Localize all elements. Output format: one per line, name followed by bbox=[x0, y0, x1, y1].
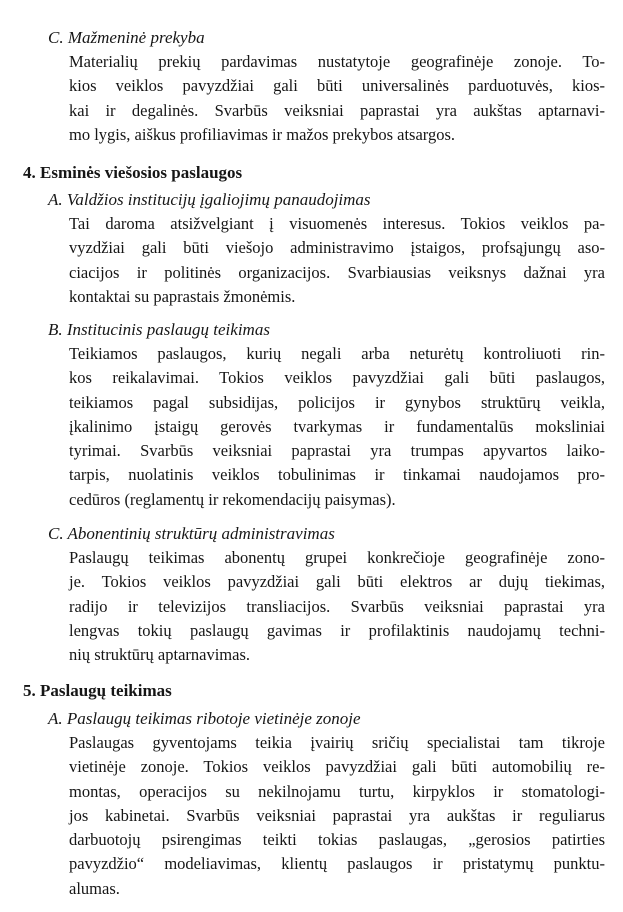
text-line: Materialių prekių pardavimas nustatytoje geografinėje zonoje. To- bbox=[69, 52, 605, 71]
text-line: Paslaugų teikimas abonentų grupei konkrečioje geografinėje zono- bbox=[69, 548, 605, 567]
text-line: alumas. bbox=[69, 878, 120, 898]
text-line: kios veiklos pavyzdžiai gali būti universalinės parduotuvės, kios- bbox=[69, 76, 605, 96]
text-line: ciacijos ir politinės organizacijos. Svarbiausias veiksnys dažnai yra bbox=[69, 262, 605, 282]
paragraph-government-authority bbox=[69, 212, 605, 309]
text-line: tarpis, nuolatinis veiklos tobulinimas ir tinkamai naudojamos pro- bbox=[69, 465, 605, 485]
text-line: lengvas tokių paslaugų gavimas ir profilaktinis naudojamų techni- bbox=[69, 620, 605, 640]
section-heading-service-provision: 5. Paslaugų teikimas bbox=[23, 681, 172, 700]
text-line: kai ir degalinės. Svarbūs veiksniai paprastai yra aukštas aptarnavi- bbox=[69, 100, 605, 120]
text-line: Paslaugas gyventojams teikia įvairių sričių specialistai tam tikroje bbox=[69, 733, 605, 752]
text-line: įkalinimo įstaigų gerovės tvarkymas ir fundamentalūs moksliniai bbox=[69, 416, 605, 436]
section-heading-essential-public-services: 4. Esminės viešosios paslaugos bbox=[23, 163, 243, 182]
text-line: vyzdžiai gali būti viešojo administravimo įstaigos, profsąjungų aso- bbox=[69, 238, 605, 258]
text-line: montas, operacijos su nekilnojamu turtu, kirpyklos ir stomatologi- bbox=[69, 781, 605, 801]
text-line: nių struktūrų aptarnavimas. bbox=[69, 645, 251, 665]
text-line: vietinėje zonoje. Tokios veiklos pavyzdžiai gali būti automobilių re- bbox=[69, 757, 605, 777]
text-line: Tai daroma atsižvelgiant į visuomenės interesus. Tokios veiklos pa- bbox=[69, 214, 605, 233]
text-line: pavyzdžio“ modeliavimas, klientų paslaugos ir pristatymų punktu- bbox=[69, 854, 605, 874]
text-line: teikiamos pagal subsidijas, policijos ir gynybos struktūrų veikla, bbox=[69, 392, 605, 412]
subheading-institutional-services: B. Institucinis paslaugų teikimas bbox=[48, 320, 270, 339]
subheading-subscriber-structures: C. Abonentinių struktūrų administravimas bbox=[48, 524, 335, 543]
text-line: je. Tokios veiklos pavyzdžiai gali būti elektros ar dujų tiekimas, bbox=[69, 572, 605, 592]
text-line: darbuotojų psirengimas teikti tokias paslaugas, „gerosios patirties bbox=[69, 830, 605, 850]
text-line: jos kabinetai. Svarbūs veiksniai paprastai yra aukštas ir reguliarus bbox=[69, 805, 605, 825]
text-line: Teikiamos paslaugos, kurių negali arba neturėtų kontroliuoti rin- bbox=[69, 344, 605, 363]
paragraph-retail-trade bbox=[69, 50, 605, 147]
paragraph-local-zone-services bbox=[69, 731, 605, 901]
text-line: cedūros (reglamentų ir rekomendacijų paisymas). bbox=[69, 489, 396, 509]
subheading-government-authority: A. Valdžios institucijų įgaliojimų panaudojimas bbox=[48, 190, 371, 209]
subheading-local-zone-services: A. Paslaugų teikimas ribotoje vietinėje zonoje bbox=[48, 709, 361, 728]
text-line: kontaktai su paprastais žmonėmis. bbox=[69, 286, 296, 306]
text-line: tyrimai. Svarbūs veiksniai paprastai yra trumpas apyvartos laiko- bbox=[69, 441, 605, 461]
text-line: mo lygis, aiškus profiliavimas ir mažos prekybos atsargos. bbox=[69, 124, 456, 144]
subheading-retail-trade: C. Mažmeninė prekyba bbox=[48, 28, 205, 47]
paragraph-subscriber-structures bbox=[69, 546, 605, 667]
paragraph-institutional-services bbox=[69, 342, 605, 512]
text-line: radijo ir televizijos transliacijos. Svarbūs veiksniai paprastai yra bbox=[69, 596, 605, 616]
text-line: kos reikalavimai. Tokios veiklos pavyzdžiai gali būti paslaugos, bbox=[69, 368, 605, 388]
